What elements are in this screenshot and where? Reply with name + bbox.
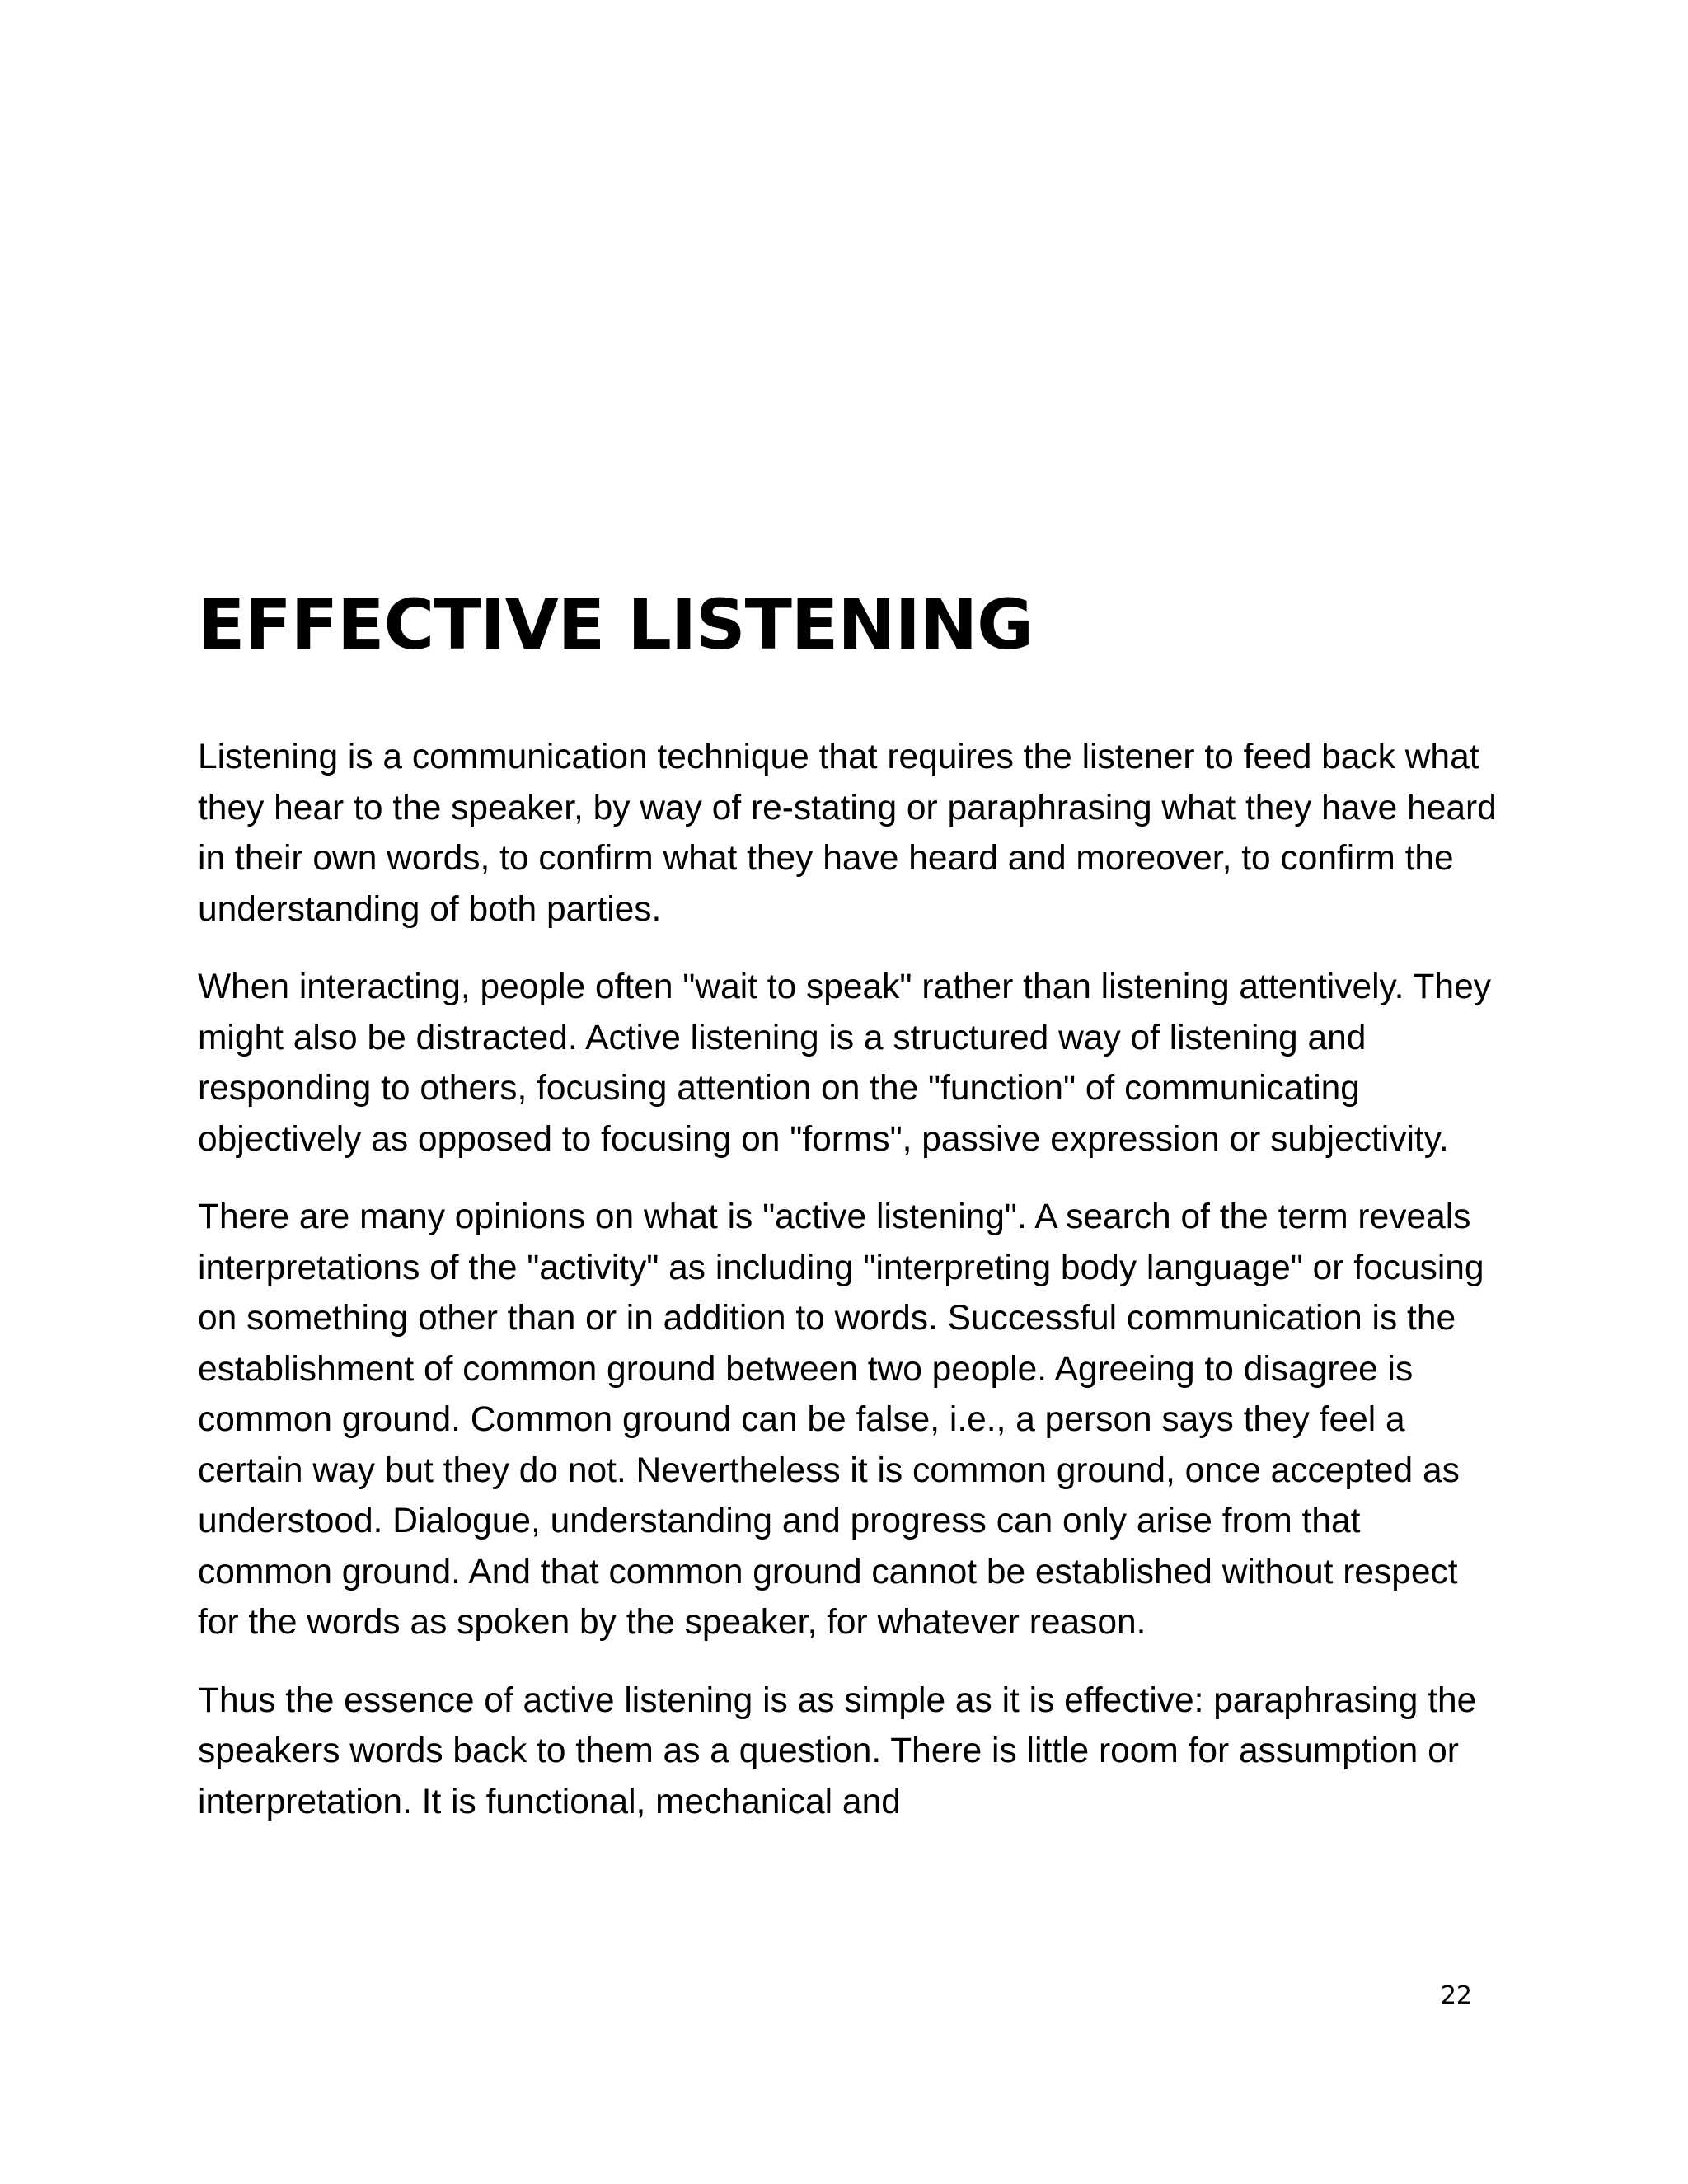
paragraph: There are many opinions on what is "active listening". A search of the term reveals interpretations of the "activity" as including "interpreting body language" or focusing on something other than or in addition to words. Successful communication is the establishment of common ground between two people. Agreeing to disagree is common ground. Common ground can be false, i.e., a person says they feel a certain way but they do not. Nevertheless it is common ground, once accepted as understood. Dialogue, understanding and progress can only arise from that common ground. And that common ground cannot be established without respect for the words as spoken by the speaker, for whatever reason. [198, 1197, 1484, 1642]
page-title: EFFECTIVE LISTENING [198, 584, 1034, 665]
paragraph: Listening is a communication technique that requires the listener to feed back what they hear to the speaker, by way of re-stating or paraphrasing what they have heard in their own words, to confirm what they have heard and moreover, to confirm the understanding of both parties. [198, 738, 1497, 929]
paragraph: Thus the essence of active listening is as simple as it is effective: paraphrasing the speakers words back to them as a question. There is little room for assumption or interpretation. It is functional, mechanical and [198, 1680, 1477, 1821]
paragraph: When interacting, people often "wait to speak" rather than listening attentively. They might also be distracted. Active listening is a structured way of listening and responding to others, focusing attention on the "function" of communicating objectively as opposed to focusing on "forms", passive expression or subjectivity. [198, 968, 1491, 1159]
body-text [198, 732, 1500, 1827]
page-number: 22 [1440, 1981, 1472, 2010]
